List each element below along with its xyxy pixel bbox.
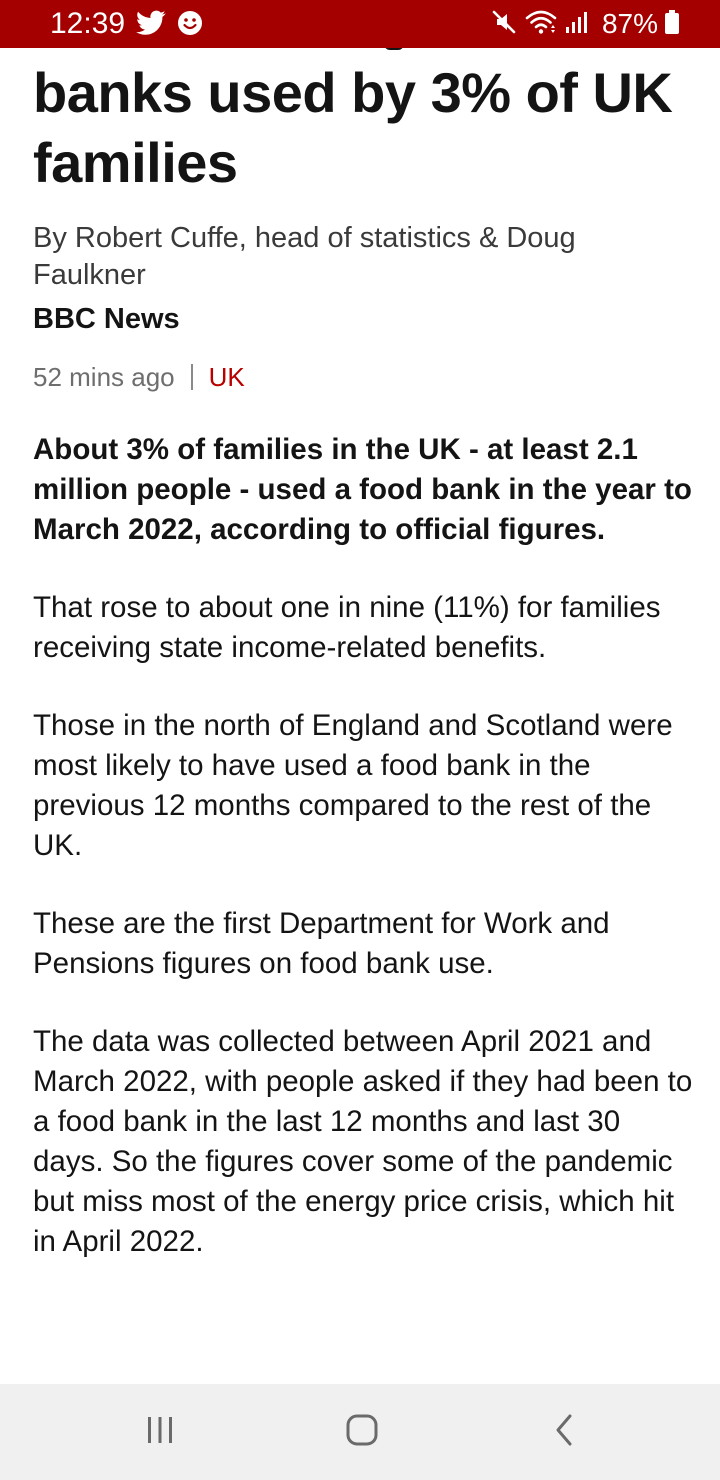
article-body bbox=[33, 430, 698, 1300]
status-bar bbox=[0, 0, 720, 48]
notification-face-icon bbox=[176, 9, 204, 42]
mute-icon bbox=[490, 8, 518, 41]
article-paragraph: The data was collected between April 2021 and March 2022, with people asked if they had been to a food bank in the last 12 months and last 30 days. So the figures cover some of the pandemic but miss most of the energy price crisis, which hit in April 2022. bbox=[33, 1025, 693, 1258]
article-lede: About 3% of families in the UK - at least 2.1 million people - used a food bank in the year to March 2022, according to official figures. bbox=[33, 433, 692, 546]
article-paragraph: That rose to about one in nine (11%) for families receiving state income-related benefits. bbox=[33, 591, 661, 664]
headline-clipped-text bbox=[384, 48, 404, 50]
article-source: BBC News bbox=[33, 303, 180, 335]
status-time: 12:39 bbox=[50, 7, 126, 40]
wifi-icon bbox=[524, 8, 558, 41]
battery-percentage: 87% bbox=[601, 8, 658, 39]
article-paragraph: These are the first Department for Work and Pensions figures on food bank use. bbox=[33, 907, 610, 980]
article-paragraph: Those in the north of England and Scotland were most likely to have used a food bank in the previous 12 months compared to the rest of the UK. bbox=[33, 709, 673, 862]
battery-icon bbox=[664, 8, 680, 41]
meta-divider bbox=[191, 364, 193, 390]
home-icon bbox=[344, 1412, 380, 1453]
status-notification-icons bbox=[136, 9, 204, 42]
status-system-icons bbox=[490, 6, 680, 42]
article-timestamp: 52 mins ago bbox=[33, 362, 175, 392]
back-icon bbox=[550, 1412, 578, 1453]
recent-apps-button[interactable] bbox=[136, 1412, 184, 1452]
signal-icon bbox=[564, 8, 590, 41]
article-headline: banks used by 3% of UK families bbox=[33, 61, 673, 194]
article-view[interactable] bbox=[0, 48, 720, 1384]
home-button[interactable] bbox=[338, 1412, 386, 1452]
article-byline: By Robert Cuffe, head of statistics & Doug Faulkner bbox=[33, 222, 576, 291]
back-button[interactable] bbox=[540, 1412, 588, 1452]
recent-apps-icon bbox=[142, 1414, 178, 1451]
article-meta bbox=[33, 360, 245, 394]
twitter-icon bbox=[136, 10, 166, 41]
navigation-bar bbox=[0, 1384, 720, 1480]
article-topic-link[interactable]: UK bbox=[208, 362, 245, 392]
